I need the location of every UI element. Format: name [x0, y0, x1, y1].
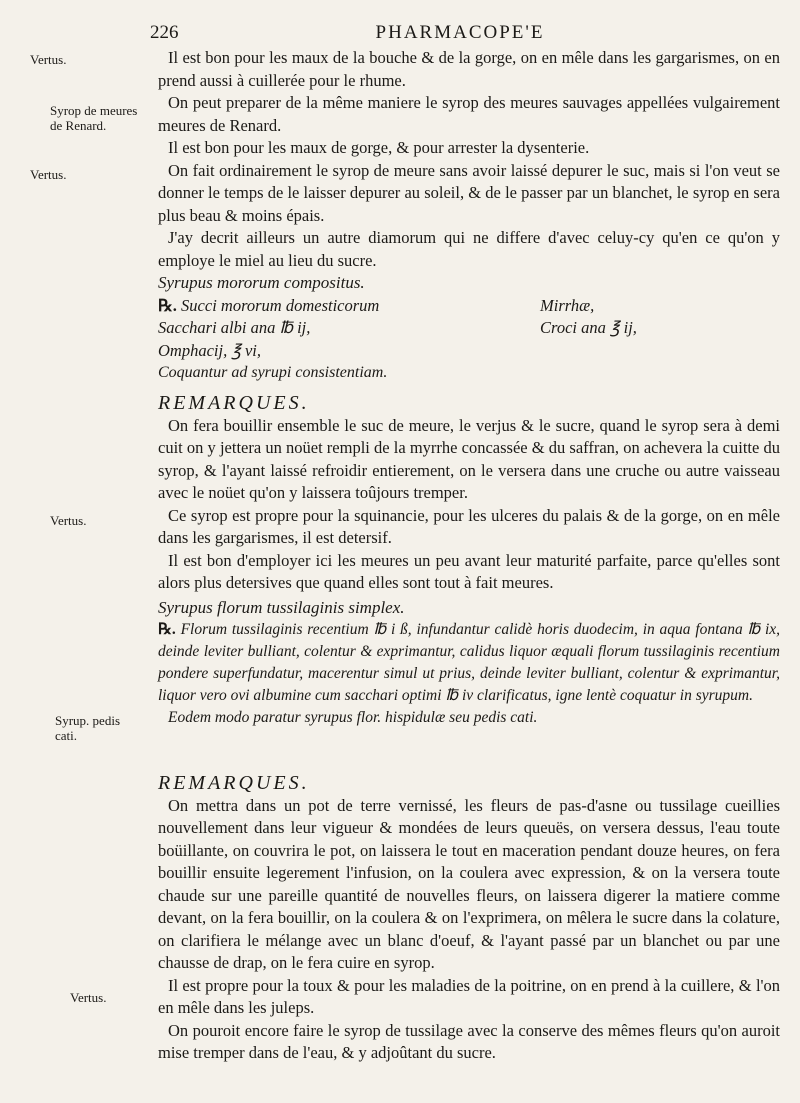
recipe-note: Eodem modo paratur syrupus flor. hispidulæ seu pedis cati. — [168, 709, 538, 726]
margin-note-vertus: Vertus. — [50, 513, 87, 528]
recipe-mororum — [158, 272, 780, 385]
margin-note-syrup-pedis-cati: Syrup. pedis cati. — [55, 713, 120, 743]
margin-note-vertus: Vertus. — [30, 52, 67, 67]
recipe-symbol: ℞. — [158, 295, 177, 315]
paragraph: On peut preparer de la même maniere le syrop des meures sauvages appellées vulgairement meures de Renard. — [158, 93, 780, 135]
recipe-text — [158, 619, 780, 707]
paragraph: Il est bon pour les maux de gorge, & pour arrester la dysenterie. — [168, 138, 590, 157]
recipe-symbol: ℞. — [158, 621, 176, 638]
page-number: 226 — [150, 22, 179, 43]
margin-note-syrop-renard: Syrop de meures de Renard. — [50, 103, 138, 133]
recipe-tussilaginis — [158, 597, 780, 729]
recipe-closing: Coquantur ad syrupi consistentiam. — [158, 364, 388, 381]
ingredient: Omphacij, ℥ vi, — [158, 340, 262, 360]
text-block-1 — [158, 47, 780, 272]
recipe-line — [158, 340, 780, 363]
recipe-line — [158, 317, 780, 340]
paragraph: On fait ordinairement le syrop de meure sans avoir laissé depurer le suc, mais si l'on veut se donner le temps de le laisser depurer au soleil, & de le passer par un blanchet, le syrop en sera plus beau & moins épais. — [158, 160, 780, 225]
paragraph: Il est bon d'employer ici les meures un peu avant leur maturité parfaite, parce qu'elles sont alors plus detersives que quand elles sont tout à fait meures. — [158, 550, 780, 592]
section-heading: REMARQUES. — [158, 392, 310, 414]
ingredient: Succi mororum domesticorum — [181, 295, 380, 315]
ingredient: Croci ana ℥ ij, — [540, 318, 637, 337]
margin-note-vertus: Vertus. — [70, 990, 107, 1005]
recipe-line — [158, 295, 780, 318]
recipe-title: Syrupus florum tussilaginis simplex. — [158, 598, 405, 617]
remarques-block-1 — [158, 392, 780, 595]
paragraph: Il est propre pour la toux & pour les maladies de la poitrine, on en prend à la cuillere, & l'on en mêle dans les juleps. — [158, 975, 780, 1017]
paragraph: J'ay decrit ailleurs un autre diamorum qui ne differe d'avec celuy-cy qu'en ce qu'on y employe le miel au lieu du sucre. — [158, 228, 780, 270]
paragraph: On pouroit encore faire le syrop de tussilage avec la conserve des mêmes fleurs qu'on auroit mise tremper dans de l'eau, & y adjoûtant du sucre. — [158, 1020, 780, 1062]
recipe-body: Florum tussilaginis recentium ℔ i ß, infundantur calidè horis duodecim, in aqua fontana ℔ ix, deinde leviter bulliant, colentur & exprimantur, calidus liquor æquali florum tussilaginis recentium pondere superfundatur, macerentur simul ut prius, deinde leviter bulliant, colentur & exprimantur, liquor vero ovi albumine cum sacchari optimi ℔ iv clarificatus, igne lentè coquatur in syrupum. — [158, 621, 781, 704]
paragraph: On fera bouillir ensemble le suc de meure, le verjus & le sucre, quand le syrop sera à demi cuit on y jettera un noüet rempli de la myrrhe concassée & du saffran, on achevera la cuitte du syrop, & l'ayant laissé refroidir entierement, on le versera dans une cruche ou autre vaisseau avec le noüet qu'on y laissera toûjours tremper. — [158, 415, 780, 502]
recipe-title: Syrupus mororum compositus. — [158, 273, 365, 292]
paragraph: Il est bon pour les maux de la bouche & de la gorge, on en mêle dans les gargarismes, on en prend aussi à cuillerée pour le rhume. — [158, 48, 780, 90]
running-title: PHARMACOPE'E — [375, 22, 545, 43]
section-heading: REMARQUES. — [158, 772, 310, 794]
margin-note-vertus: Vertus. — [30, 167, 67, 182]
paragraph: Ce syrop est propre pour la squinancie, pour les ulceres du palais & de la gorge, on en mêle dans les gargarismes, il est detersif. — [158, 505, 780, 547]
ingredient: Mirrhæ, — [540, 295, 595, 315]
page-header — [150, 22, 770, 44]
paragraph: On mettra dans un pot de terre vernissé, les fleurs de pas-d'asne ou tussilage cueillies nouvellement dans leur vigueur & mondées de leurs queuës, on versera dessus, l'eau toute boüillante, on couvrira le pot, on laissera le tout en maceration pendant douze heures, on fera bouillir ensuite legerement l'infusion, on la coulera avec expression, & on la versera toute chaude sur une pareille quantité de nouvelles fleurs, on laissera digerer la matiere comme devant, on la fera bouillir, on la coulera & on l'exprimera, on mêlera le sucre dans la colature, on clarifiera le mélange avec un blanc d'oeuf, & l'ayant passé par un blanchet ou par une chausse de drap, on le fera cuire en syrop. — [158, 795, 780, 972]
ingredient: Sacchari albi ana ℔ ij, — [158, 318, 311, 337]
remarques-block-2 — [158, 772, 780, 1065]
